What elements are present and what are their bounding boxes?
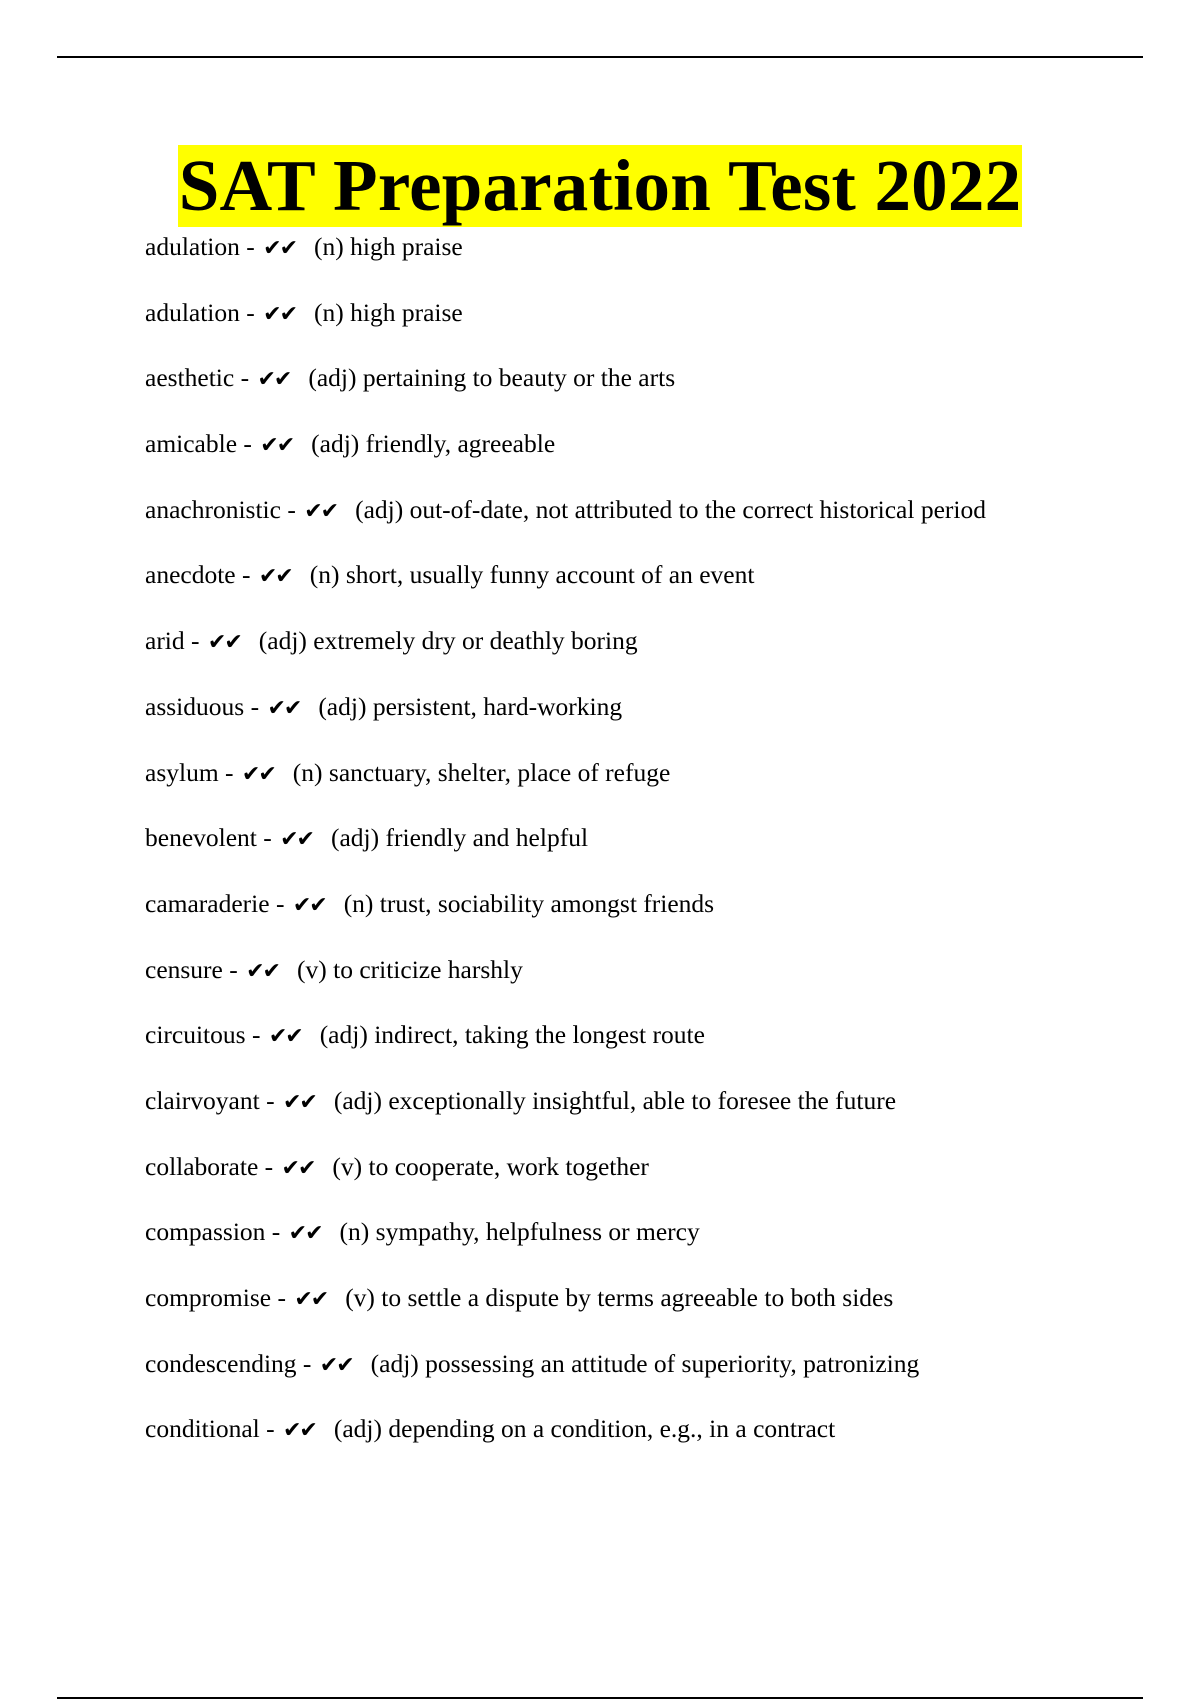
- vocab-definition: (v) to criticize harshly: [297, 954, 523, 984]
- separator: -: [256, 823, 279, 853]
- vocab-term: censure: [145, 954, 223, 984]
- vocab-definition: (n) sympathy, helpfulness or mercy: [339, 1217, 700, 1247]
- vocab-term: assiduous: [145, 691, 245, 721]
- separator: -: [237, 429, 259, 459]
- double-check-icon: ✔✔: [319, 1352, 353, 1378]
- vocab-term: conditional: [145, 1414, 260, 1444]
- double-check-icon: ✔✔: [258, 564, 292, 590]
- vocab-entry: [145, 950, 1165, 1016]
- double-check-icon: ✔✔: [282, 1089, 316, 1115]
- separator: -: [258, 1151, 280, 1181]
- vocab-definition: (adj) extremely dry or deathly boring: [258, 626, 638, 656]
- vocab-entry: [145, 227, 1165, 293]
- vocab-definition: (n) trust, sociability amongst friends: [343, 888, 715, 918]
- double-check-icon: ✔✔: [304, 498, 338, 524]
- vocab-definition: (adj) depending on a condition, e.g., in a contract: [333, 1414, 836, 1444]
- top-rule: [57, 56, 1143, 58]
- vocab-definition: (n) sanctuary, shelter, place of refuge: [292, 757, 671, 787]
- vocab-entry: [145, 621, 1165, 687]
- separator: -: [280, 494, 303, 524]
- separator: -: [245, 1020, 267, 1050]
- vocab-definition: (adj) friendly and helpful: [331, 823, 589, 853]
- vocab-entry: [145, 555, 1165, 621]
- vocab-entry: [145, 358, 1165, 424]
- double-check-icon: ✔✔: [260, 433, 294, 459]
- vocab-entry: [145, 1081, 1165, 1147]
- separator: -: [235, 560, 257, 590]
- vocab-term: amicable: [145, 429, 238, 459]
- vocab-entry: [145, 818, 1165, 884]
- page-title: SAT Preparation Test 2022: [178, 145, 1022, 226]
- separator: -: [265, 1217, 287, 1247]
- vocab-entry: [145, 293, 1165, 359]
- vocab-entry: [145, 1409, 1165, 1475]
- separator: -: [218, 757, 240, 787]
- double-check-icon: ✔✔: [288, 1221, 322, 1247]
- vocab-term: adulation: [145, 232, 240, 261]
- vocab-entry: [145, 687, 1165, 753]
- double-check-icon: ✔✔: [207, 630, 241, 656]
- vocab-term: compromise: [145, 1283, 272, 1312]
- vocab-definition: (n) short, usually funny account of an event: [309, 560, 755, 590]
- double-check-icon: ✔✔: [263, 301, 297, 327]
- vocab-entry: [145, 1147, 1165, 1213]
- vocab-definition: (adj) possessing an attitude of superiority, patronizing: [370, 1348, 920, 1378]
- double-check-icon: ✔✔: [281, 1155, 315, 1181]
- vocab-definition: (adj) exceptionally insightful, able to foresee the future: [333, 1085, 897, 1115]
- vocab-term: anachronistic: [145, 494, 281, 524]
- vocab-entry: [145, 753, 1165, 819]
- separator: -: [269, 888, 291, 918]
- vocab-entry: [145, 1212, 1165, 1278]
- separator: -: [239, 297, 262, 327]
- vocab-entry: [145, 1015, 1165, 1081]
- vocab-definition: (adj) out-of-date, not attributed to the correct historical period: [355, 494, 986, 524]
- double-check-icon: ✔✔: [241, 761, 275, 787]
- double-check-icon: ✔✔: [267, 695, 301, 721]
- vocab-definition: (n) high praise: [314, 232, 463, 261]
- separator: -: [222, 954, 245, 984]
- double-check-icon: ✔✔: [263, 236, 297, 261]
- separator: -: [244, 691, 266, 721]
- vocab-term: benevolent: [145, 823, 257, 853]
- vocab-term: condescending: [145, 1348, 297, 1378]
- vocab-entry: [145, 1344, 1165, 1410]
- double-check-icon: ✔✔: [268, 1024, 302, 1050]
- separator: -: [239, 232, 262, 261]
- vocab-definition: (adj) indirect, taking the longest route: [319, 1020, 705, 1050]
- vocab-term: anecdote: [145, 560, 236, 590]
- double-check-icon: ✔✔: [292, 892, 326, 918]
- vocab-entry: [145, 884, 1165, 950]
- double-check-icon: ✔✔: [280, 827, 313, 853]
- vocab-term: arid: [145, 626, 185, 656]
- vocab-term: camaraderie: [145, 888, 270, 918]
- vocab-term: aesthetic: [145, 363, 235, 393]
- vocab-entry: [145, 424, 1165, 490]
- vocab-definition: (adj) pertaining to beauty or the arts: [308, 363, 676, 393]
- bottom-rule: [57, 1697, 1143, 1699]
- separator: -: [184, 626, 206, 656]
- separator: -: [234, 363, 256, 393]
- vocab-definition: (n) high praise: [314, 297, 463, 327]
- separator: -: [296, 1348, 318, 1378]
- separator: -: [259, 1085, 281, 1115]
- separator: -: [271, 1283, 293, 1312]
- double-check-icon: ✔✔: [282, 1418, 316, 1444]
- vocab-term: circuitous: [145, 1020, 246, 1050]
- vocab-term: collaborate: [145, 1151, 259, 1181]
- vocab-term: adulation: [145, 297, 240, 327]
- vocab-definition: (v) to settle a dispute by terms agreeable to both sides: [345, 1283, 894, 1312]
- vocab-term: compassion: [145, 1217, 266, 1247]
- double-check-icon: ✔✔: [246, 958, 279, 984]
- vocab-definition: (v) to cooperate, work together: [332, 1151, 649, 1181]
- title-container: [0, 145, 1200, 227]
- vocab-term: clairvoyant: [145, 1085, 260, 1115]
- vocab-entry: [145, 1278, 1165, 1344]
- vocab-definition: (adj) persistent, hard-working: [318, 691, 623, 721]
- double-check-icon: ✔✔: [257, 367, 291, 393]
- vocabulary-list: [145, 227, 1165, 1475]
- vocab-term: asylum: [145, 757, 219, 787]
- double-check-icon: ✔✔: [294, 1287, 328, 1312]
- vocab-definition: (adj) friendly, agreeable: [311, 429, 556, 459]
- separator: -: [259, 1414, 281, 1444]
- vocab-entry: [145, 490, 1165, 556]
